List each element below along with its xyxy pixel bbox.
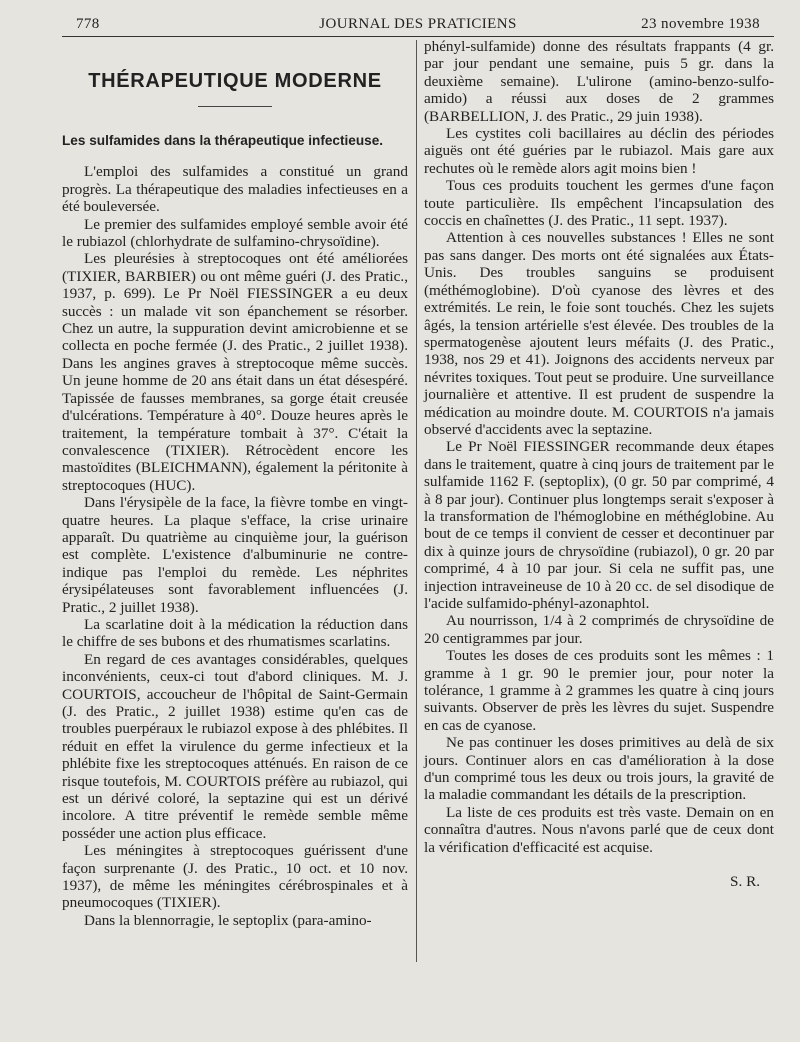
- left-column: [62, 38, 408, 929]
- paragraph: Toutes les doses de ces produits sont les mêmes : 1 gramme à 1 gr. 90 le premier jour, pour noter la tolérance, 1 gramme à 2 grammes les quatre à cinq jours suivants. Observer de près les lèvres du sujet. Suspendre en cas de cyanose.: [424, 647, 774, 734]
- column-divider: [416, 40, 417, 962]
- paragraph: Ne pas continuer les doses primitives au delà de six jours. Continuer alors en cas d'amélioration à la dose d'un comprimé tous les deux ou trois jours, la gravité de la maladie commandant les détails de la prescription.: [424, 734, 774, 804]
- paragraph: La scarlatine doit à la médication la réduction dans le chiffre de ses bubons et des rhumatismes scarlatins.: [62, 615, 408, 651]
- section-title: THÉRAPEUTIQUE MODERNE: [88, 70, 382, 92]
- paragraph: Les cystites coli bacillaires au déclin des périodes aiguës ont été guéries par le rubiazol. Mais gare aux rechutes où le remède alors agit moins bien !: [424, 125, 774, 177]
- paragraph: Tous ces produits touchent les germes d'une façon toute particulière. Ils empêchent l'incapsulation des coccis en chaînettes (J. des Pratic., 11 sept. 1937).: [424, 177, 774, 230]
- paragraph: Le Pr Noël FIESSINGER recommande deux étapes dans le traitement, quatre à cinq jours de traitement par le sulfamide 1162 F. (septoplix), (0 gr. 50 par comprimé, 4 à 8 par jour). Continuer plus longtemps serait s'exposer à la transformation de l'hémoglobine en méthéglobine. Au bout de ce temps il convient de cesser et decontinuer par dix à quinze jours de chrysoïdine (rubiazol), 0 gr. 20 par comprimé, 4 à 10 par jour. Si cela ne suffit pas, une injection intraveineuse de 10 à 20 cc. de sel disodique de l'acide sulfamido-phényl-azonaphtol.: [424, 438, 774, 612]
- paragraph: Le premier des sulfamides employé semble avoir été le rubiazol (chlorhydrate de sulfamino-chrysoïdine).: [62, 215, 408, 251]
- paragraph: Les méningites à streptocoques guérissent d'une façon surprenante (J. des Pratic., 10 oct. et 10 nov. 1937), de même les méningites cérébrospinales et à pneumocoques (TIXIER).: [62, 842, 408, 912]
- paragraph: Attention à ces nouvelles substances ! Elles ne sont pas sans danger. Des morts ont été signalées aux États-Unis. Des troubles sanguins se produisent (méthémoglobine). D'où cyanose des lèvres et des extrémités. Le rein, le foie sont touchés. Chez les sujets âgés, la tension artérielle s'est élevée. Des troubles de la spermatogenèse ajoutent leurs méfaits (J. des Pratic., 1938, nos 29 et 41). Joignons des accidents nerveux par névrites toxiques. Tout peut se produire. Une surveillance journalière et attentive. Il est prudent de suspendre la médication au moindre doute. M. COURTOIS n'a jamais observé d'accidents avec la septazine.: [424, 229, 774, 438]
- paragraph: En regard de ces avantages considérables, quelques inconvénients, ceux-ci tout d'abord cliniques. M. J. COURTOIS, accoucheur de l'hôpital de Saint-Germain (J. des Pratic., 2 juillet 1938) estime qu'en cas de troubles puerpéraux le rubiazol expose à des phlébites. Il réduit en effet la virulence du germe infectieux et la phlébite fixe les streptocoques atténués. En raison de ce risque toutefois, M. COURTOIS préfère au rubiazol, qui est un dérivé coloré, la septazine qui est un dérivé incolore. A titre préventif le remède semble même posséder une action plus efficace.: [62, 650, 408, 842]
- paragraph: Les pleurésies à streptocoques ont été améliorées (TIXIER, BARBIER) ou ont même guéri (J. des Pratic., 1937, p. 699). Le Pr Noël FIESSINGER a eu deux succès : un malade vit son épanchement se résorber. Chez un autre, la suppuration devint amicrobienne et se collecta en poche fermée (J. des Pratic., 2 juillet 1938). Dans les angines graves à streptocoque même succès. Un jeune homme de 20 ans était dans un état désespéré. Tapissée de fausses membranes, sa gorge était creusée d'ulcérations. Température à 40°. Douze heures après le traitement, la température tombait à 37°. C'était la convalescence (TIXIER). Rétrocèdent encore les mastoïdites (BLEICHMANN), également la péritonite à streptocoques (HUC).: [62, 250, 408, 494]
- journal-title: JOURNAL DES PRATICIENS: [319, 16, 517, 32]
- page-header: [62, 14, 774, 37]
- paragraph: Dans l'érysipèle de la face, la fièvre tombe en vingt-quatre heures. La plaque s'efface, la crise urinaire apparaît. Du quatrième au cinquième jour, la guérison est complète. L'existence d'albuminurie ne contre-indique pas l'emploi du remède. Les néphrites érysipélateuses sont favorablement influencées (J. Pratic., 2 juillet 1938).: [62, 494, 408, 616]
- paragraph: Au nourrisson, 1/4 à 2 comprimés de chrysoïdine de 20 centigrammes par jour.: [424, 612, 774, 647]
- paragraph: La liste de ces produits est très vaste. Demain on en connaîtra d'autres. Nous n'avons parlé que de ceux dont la vérification d'efficacité est acquise.: [424, 803, 774, 856]
- issue-date: 23 novembre 1938: [641, 16, 760, 32]
- paragraph: Dans la blennorragie, le septoplix (para-amino-: [84, 911, 372, 929]
- article-subheading: Les sulfamides dans la thérapeutique infectieuse.: [62, 133, 384, 148]
- paragraph-continuation: phényl-sulfamide) donne des résultats frappants (4 gr. par jour pendant une semaine, puis 5 gr. dans la deuxième semaine). L'ulirone (amino-benzo-sulfo-amido) a réussi aux doses de 2 grammes (BARBELLION, J. des Pratic., 29 juin 1938).: [424, 38, 774, 125]
- paragraph: L'emploi des sulfamides a constitué un grand progrès. La thérapeutique des maladies infectieuses en a été bouleversée.: [62, 163, 408, 216]
- author-signature: S. R.: [730, 873, 760, 891]
- title-divider: [198, 106, 272, 107]
- page-number: 778: [76, 16, 100, 32]
- right-column: [424, 38, 774, 891]
